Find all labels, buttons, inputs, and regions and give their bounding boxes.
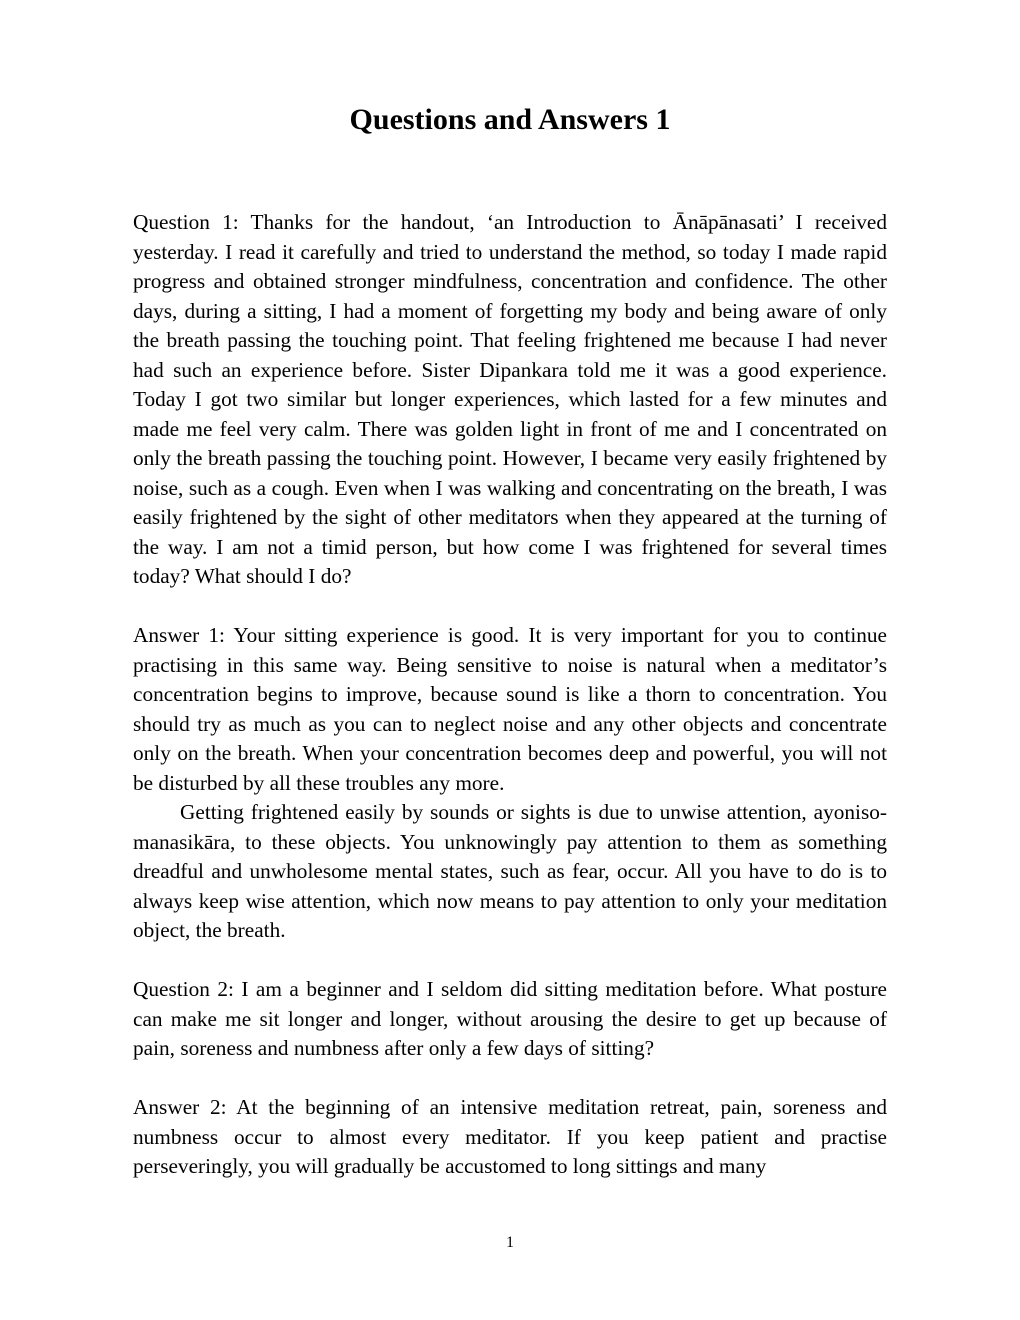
page-title: Questions and Answers 1 <box>349 103 671 136</box>
question-1-paragraph: Question 1: Thanks for the handout, ‘an Introduction to Ānāpānasati’ I received yesterday. I read it carefully and tried to understand the method, so today I made rapid progress and obtained stronger mindfulness, concentration and confidence. The other days, during a sitting, I had a moment of forgetting my body and being aware of only the breath passing the touching point. That feeling frightened me because I had never had such an experience before. Sister Dipankara told me it was a good experience. Today I got two similar but longer experiences, which lasted for a few minutes and made me feel very calm. There was golden light in front of me and I concentrated on only the breath passing the touching point. However, I became very easily frightened by noise, such as a cough. Even when I was walking and concentrating on the breath, I was easily frightened by the sight of other meditators when they appeared at the turning of the way. I am not a timid person, but how come I was frightened for several times today? What should I do? <box>133 210 887 588</box>
answer-1-paragraph: Answer 1: Your sitting experience is good. It is very important for you to continue practising in this same way. Being sensitive to noise is natural when a meditator’s concentration begins to improve, because sound is like a thorn to concentration. You should try as much as you can to neglect noise and any other objects and concentrate only on the breath. When your concentration becomes deep and powerful, you will not be disturbed by all these troubles any more. <box>133 623 887 795</box>
paragraph-spacer <box>133 1064 887 1094</box>
answer-2-paragraph: Answer 2: At the beginning of an intensive meditation retreat, pain, soreness and numbness occur to almost every meditator. If you keep patient and practise perseveringly, you will gradually be accustomed to long sittings and many <box>133 1095 887 1178</box>
paragraph-spacer <box>133 946 887 976</box>
page-number: 1 <box>506 1234 514 1251</box>
answer-1-continuation-paragraph: Getting frightened easily by sounds or sights is due to unwise attention, ayoniso-manasikāra, to these objects. You unknowingly pay attention to them as something dreadful and unwholesome mental states, such as fear, occur. All you have to do is to always keep wise attention, which now means to pay attention to only your meditation object, the breath. <box>133 800 887 942</box>
document-body <box>133 208 887 1182</box>
question-2-paragraph: Question 2: I am a beginner and I seldom did sitting meditation before. What posture can make me sit longer and longer, without arousing the desire to get up because of pain, soreness and numbness after only a few days of sitting? <box>133 977 887 1060</box>
paragraph-spacer <box>133 592 887 622</box>
